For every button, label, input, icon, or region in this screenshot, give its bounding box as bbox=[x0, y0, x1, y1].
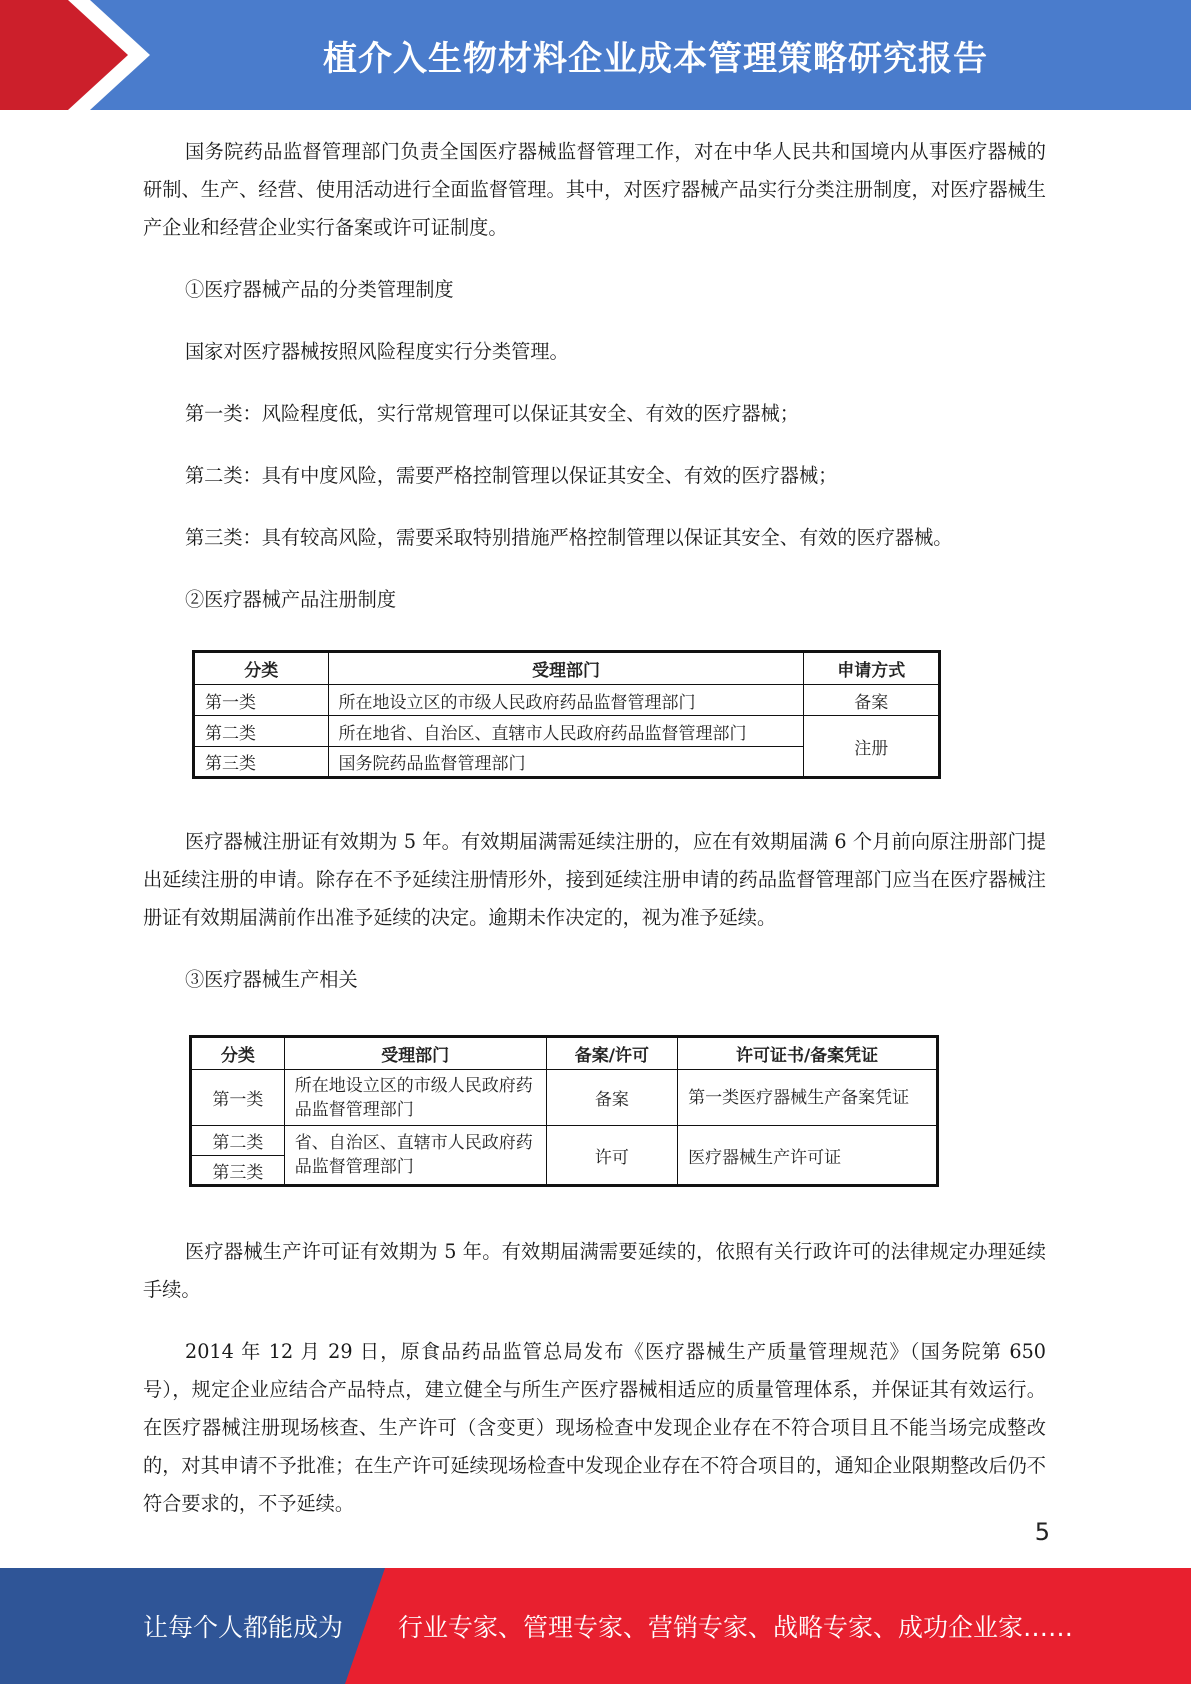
table-cell-department: 国务院药品监督管理部门 bbox=[328, 747, 804, 778]
table-header-cell: 许可证书/备案凭证 bbox=[678, 1037, 938, 1070]
table-cell-type: 备案 bbox=[546, 1070, 678, 1126]
paragraph-class-three: 第三类：具有较高风险，需要采取特别措施严格控制管理以保证其安全、有效的医疗器械。 bbox=[185, 526, 953, 549]
table-header-cell: 分类 bbox=[191, 1037, 285, 1070]
footer-slogan-right: 行业专家、管理专家、营销专家、战略专家、成功企业家…… bbox=[398, 1613, 1074, 1642]
registration-table bbox=[192, 650, 941, 779]
table-row bbox=[194, 685, 940, 716]
table-header-row bbox=[194, 652, 940, 685]
report-title: 植介入生物材料企业成本管理策略研究报告 bbox=[323, 38, 988, 79]
production-table bbox=[189, 1035, 939, 1187]
table-row bbox=[191, 1126, 938, 1156]
table-cell-category: 第一类 bbox=[191, 1070, 285, 1126]
table-cell-certificate: 第一类医疗器械生产备案凭证 bbox=[678, 1070, 938, 1126]
paragraph-class-one: 第一类：风险程度低，实行常规管理可以保证其安全、有效的医疗器械； bbox=[185, 402, 799, 425]
table-cell-category: 第三类 bbox=[191, 1156, 285, 1186]
table-header-cell: 申请方式 bbox=[804, 652, 940, 685]
table-header-cell: 备案/许可 bbox=[546, 1037, 678, 1070]
table-cell-category: 第一类 bbox=[194, 685, 329, 716]
page-footer bbox=[0, 1568, 1191, 1684]
table-cell-category: 第二类 bbox=[194, 716, 329, 747]
table-cell-department: 省、自治区、直辖市人民政府药品监督管理部门 bbox=[284, 1126, 546, 1186]
paragraph-production-license: 医疗器械生产许可证有效期为 5 年。有效期届满需要延续的，依照有关行政许可的法律规定办理延续手续。 bbox=[143, 1240, 1046, 1301]
section-heading-classification: ①医疗器械产品的分类管理制度 bbox=[185, 278, 454, 301]
header-arrow-icon bbox=[0, 0, 160, 110]
table-row bbox=[191, 1070, 938, 1126]
table-cell-method: 备案 bbox=[804, 685, 940, 716]
section-heading-registration: ②医疗器械产品注册制度 bbox=[185, 588, 397, 611]
table-header-cell: 受理部门 bbox=[284, 1037, 546, 1070]
table-header-cell: 受理部门 bbox=[328, 652, 804, 685]
paragraph-quality-regulation: 2014 年 12 月 29 日，原食品药品监管总局发布《医疗器械生产质量管理规范》（国务院第 650 号），规定企业应结合产品特点，建立健全与所生产医疗器械相适应的质量管理体系，并保证其有效运行。在医疗器械注册现场核查、生产许可（含变更）现场检查中发现企业存在不符合项目且不能当场完成整改的，对其申请不予批准；在生产许可延续现场检查中发现企业存在不符合项目的，通知企业限期整改后仍不符合要求的，不予延续。 bbox=[143, 1340, 1046, 1515]
page-header bbox=[0, 0, 1191, 110]
table-cell-type: 许可 bbox=[546, 1126, 678, 1186]
table-cell-department: 所在地省、自治区、直辖市人民政府药品监督管理部门 bbox=[328, 716, 804, 747]
page-number: 5 bbox=[1034, 1518, 1050, 1546]
table-row bbox=[194, 716, 940, 747]
footer-slogan-left: 让每个人都能成为 bbox=[143, 1613, 344, 1642]
table-cell-department: 所在地设立区的市级人民政府药品监督管理部门 bbox=[284, 1070, 546, 1126]
table-cell-department: 所在地设立区的市级人民政府药品监督管理部门 bbox=[328, 685, 804, 716]
table-header-cell: 分类 bbox=[194, 652, 329, 685]
table-cell-category: 第三类 bbox=[194, 747, 329, 778]
table-header-row bbox=[191, 1037, 938, 1070]
paragraph-registration-validity: 医疗器械注册证有效期为 5 年。有效期届满需延续注册的，应在有效期届满 6 个月前向原注册部门提出延续注册的申请。除存在不予延续注册情形外，接到延续注册申请的药品监督管理部门应当在医疗器械注册证有效期届满前作出准予延续的决定。逾期未作决定的，视为准予延续。 bbox=[143, 830, 1046, 929]
paragraph-classification: 国家对医疗器械按照风险程度实行分类管理。 bbox=[185, 340, 569, 363]
table-cell-category: 第二类 bbox=[191, 1126, 285, 1156]
table-cell-certificate: 医疗器械生产许可证 bbox=[678, 1126, 938, 1186]
paragraph-intro: 国务院药品监督管理部门负责全国医疗器械监督管理工作，对在中华人民共和国境内从事医疗器械的研制、生产、经营、使用活动进行全面监督管理。其中，对医疗器械产品实行分类注册制度，对医疗器械生产企业和经营企业实行备案或许可证制度。 bbox=[143, 140, 1046, 239]
paragraph-class-two: 第二类：具有中度风险，需要严格控制管理以保证其安全、有效的医疗器械； bbox=[185, 464, 838, 487]
table-cell-method: 注册 bbox=[804, 716, 940, 778]
section-heading-production: ③医疗器械生产相关 bbox=[185, 968, 358, 991]
